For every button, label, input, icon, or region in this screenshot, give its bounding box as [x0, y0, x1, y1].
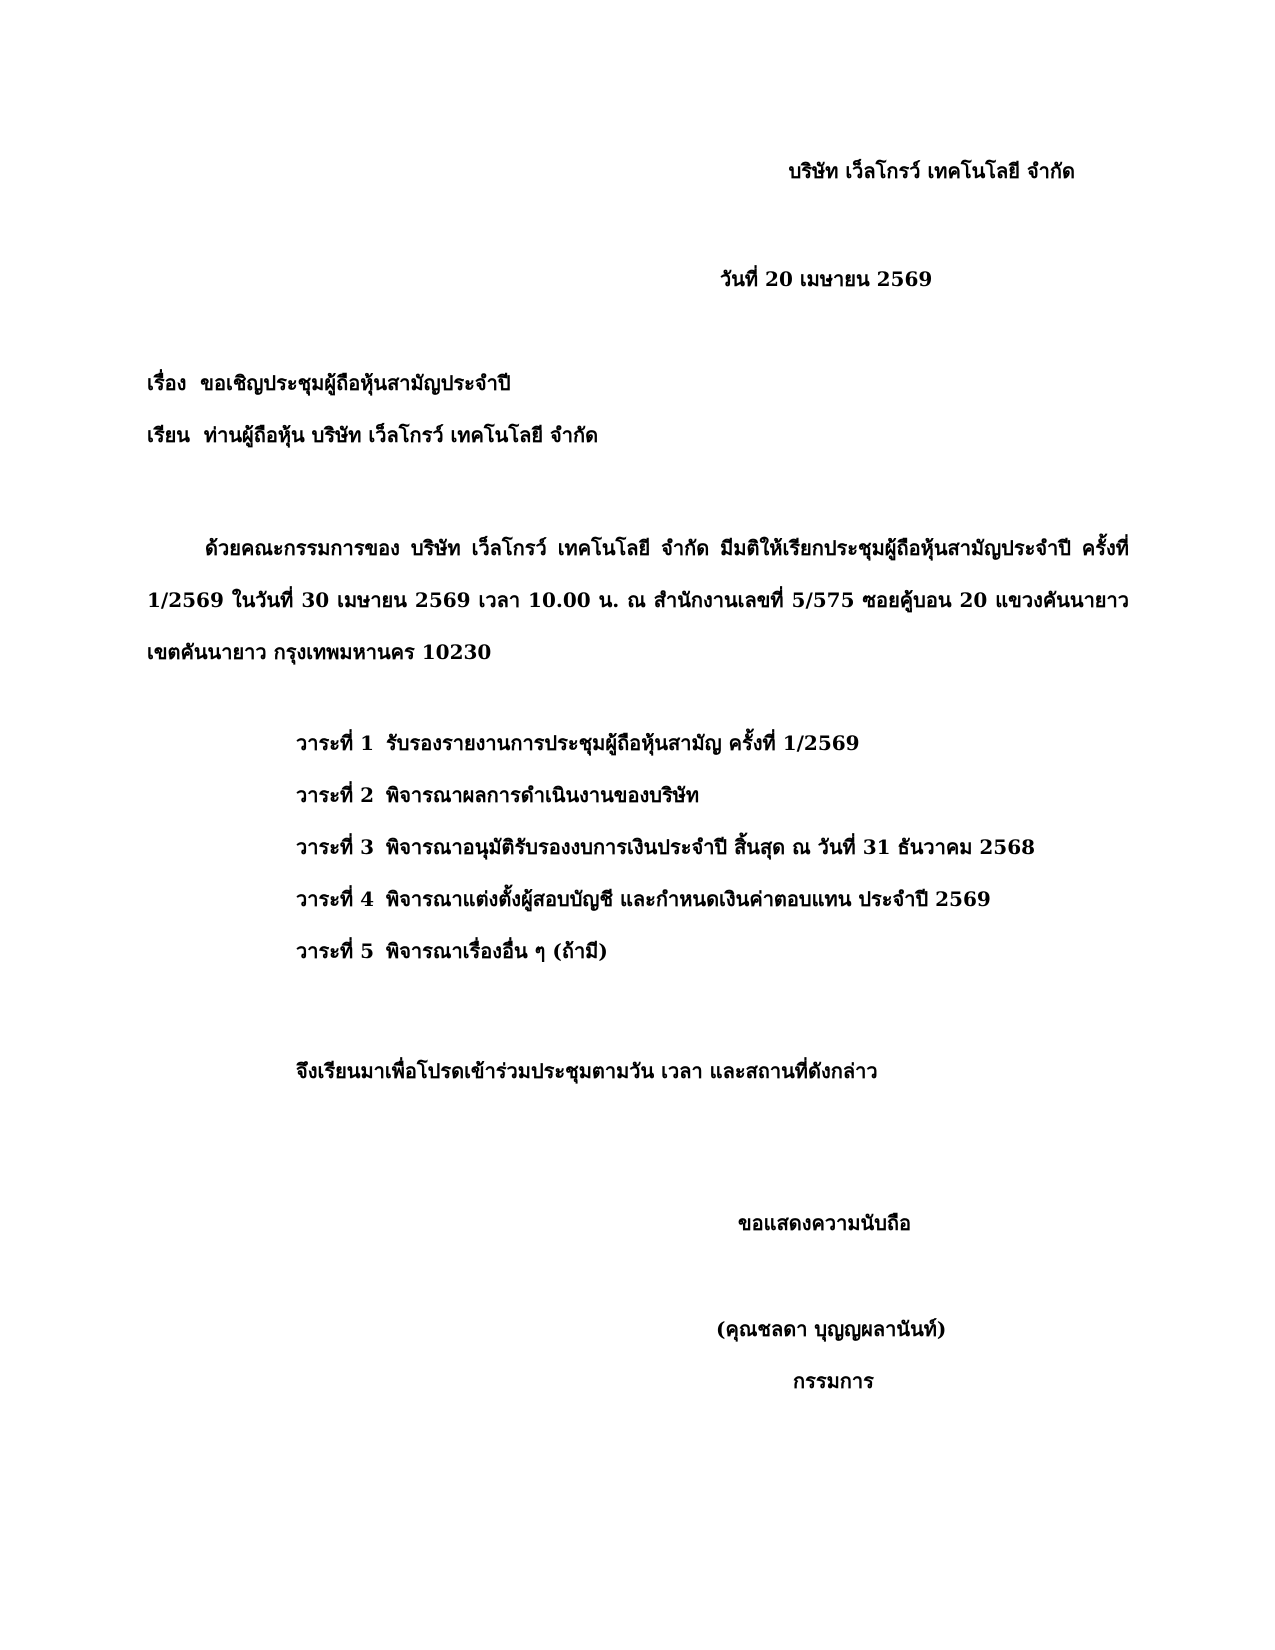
agenda-number: วาระที่ 3: [296, 835, 375, 859]
agenda-text: พิจารณาเรื่องอื่น ๆ (ถ้ามี): [386, 939, 608, 963]
agenda-number: วาระที่ 5: [296, 939, 375, 963]
agenda-list: [296, 730, 1035, 990]
subject-label: เรื่อง: [147, 371, 187, 395]
signer-title: กรรมการ: [793, 1369, 874, 1393]
subject-text: ขอเชิญประชุมผู้ถือหุ้นสามัญประจำปี: [200, 371, 511, 395]
agenda-text: พิจารณาแต่งตั้งผู้สอบบัญชี และกำหนดเงินค่าตอบแทน ประจำปี 2569: [386, 887, 991, 911]
agenda-item: [296, 834, 1035, 886]
agenda-text: พิจารณาผลการดำเนินงานของบริษัท: [386, 783, 700, 807]
agenda-item: [296, 938, 1035, 990]
agenda-number: วาระที่ 1: [296, 731, 375, 755]
salutation-line: [147, 422, 598, 448]
signer-name: (คุณชลดา บุญญผลานันท์): [716, 1317, 947, 1341]
agenda-text: พิจารณาอนุมัติรับรองงบการเงินประจำปี สิ้นสุด ณ วันที่ 31 ธันวาคม 2568: [386, 835, 1036, 859]
agenda-number: วาระที่ 2: [296, 783, 375, 807]
agenda-item: [296, 730, 1035, 782]
agenda-item: [296, 782, 1035, 834]
letter-date: วันที่ 20 เมษายน 2569: [720, 267, 933, 291]
subject-line: [147, 370, 511, 396]
salutation-text: ท่านผู้ถือหุ้น บริษัท เว็ลโกรว์ เทคโนโลยี จำกัด: [203, 423, 599, 447]
body-paragraph: ด้วยคณะกรรมการของ บริษัท เว็ลโกรว์ เทคโนโลยี จำกัด มีมติให้เรียกประชุมผู้ถือหุ้นสามัญประจำปี ครั้งที่ 1/2569 ในวันที่ 30 เมษายน 2569 เวลา 10.00 น. ณ สำนักงานเลขที่ 5/575 ซอยคู้บอน 20 แขวงคันนายาว เขตคันนายาว กรุงเทพมหานคร 10230: [147, 536, 1129, 664]
company-header: บริษัท เว็ลโกรว์ เทคโนโลยี จำกัด: [788, 159, 1075, 183]
agenda-number: วาระที่ 4: [296, 887, 375, 911]
regards-line: ขอแสดงความนับถือ: [738, 1211, 912, 1235]
agenda-text: รับรองรายงานการประชุมผู้ถือหุ้นสามัญ ครั้งที่ 1/2569: [386, 731, 860, 755]
agenda-item: [296, 886, 1035, 938]
closing-sentence: จึงเรียนมาเพื่อโปรดเข้าร่วมประชุมตามวัน เวลา และสถานที่ดังกล่าว: [296, 1059, 878, 1083]
salutation-label: เรียน: [147, 423, 190, 447]
